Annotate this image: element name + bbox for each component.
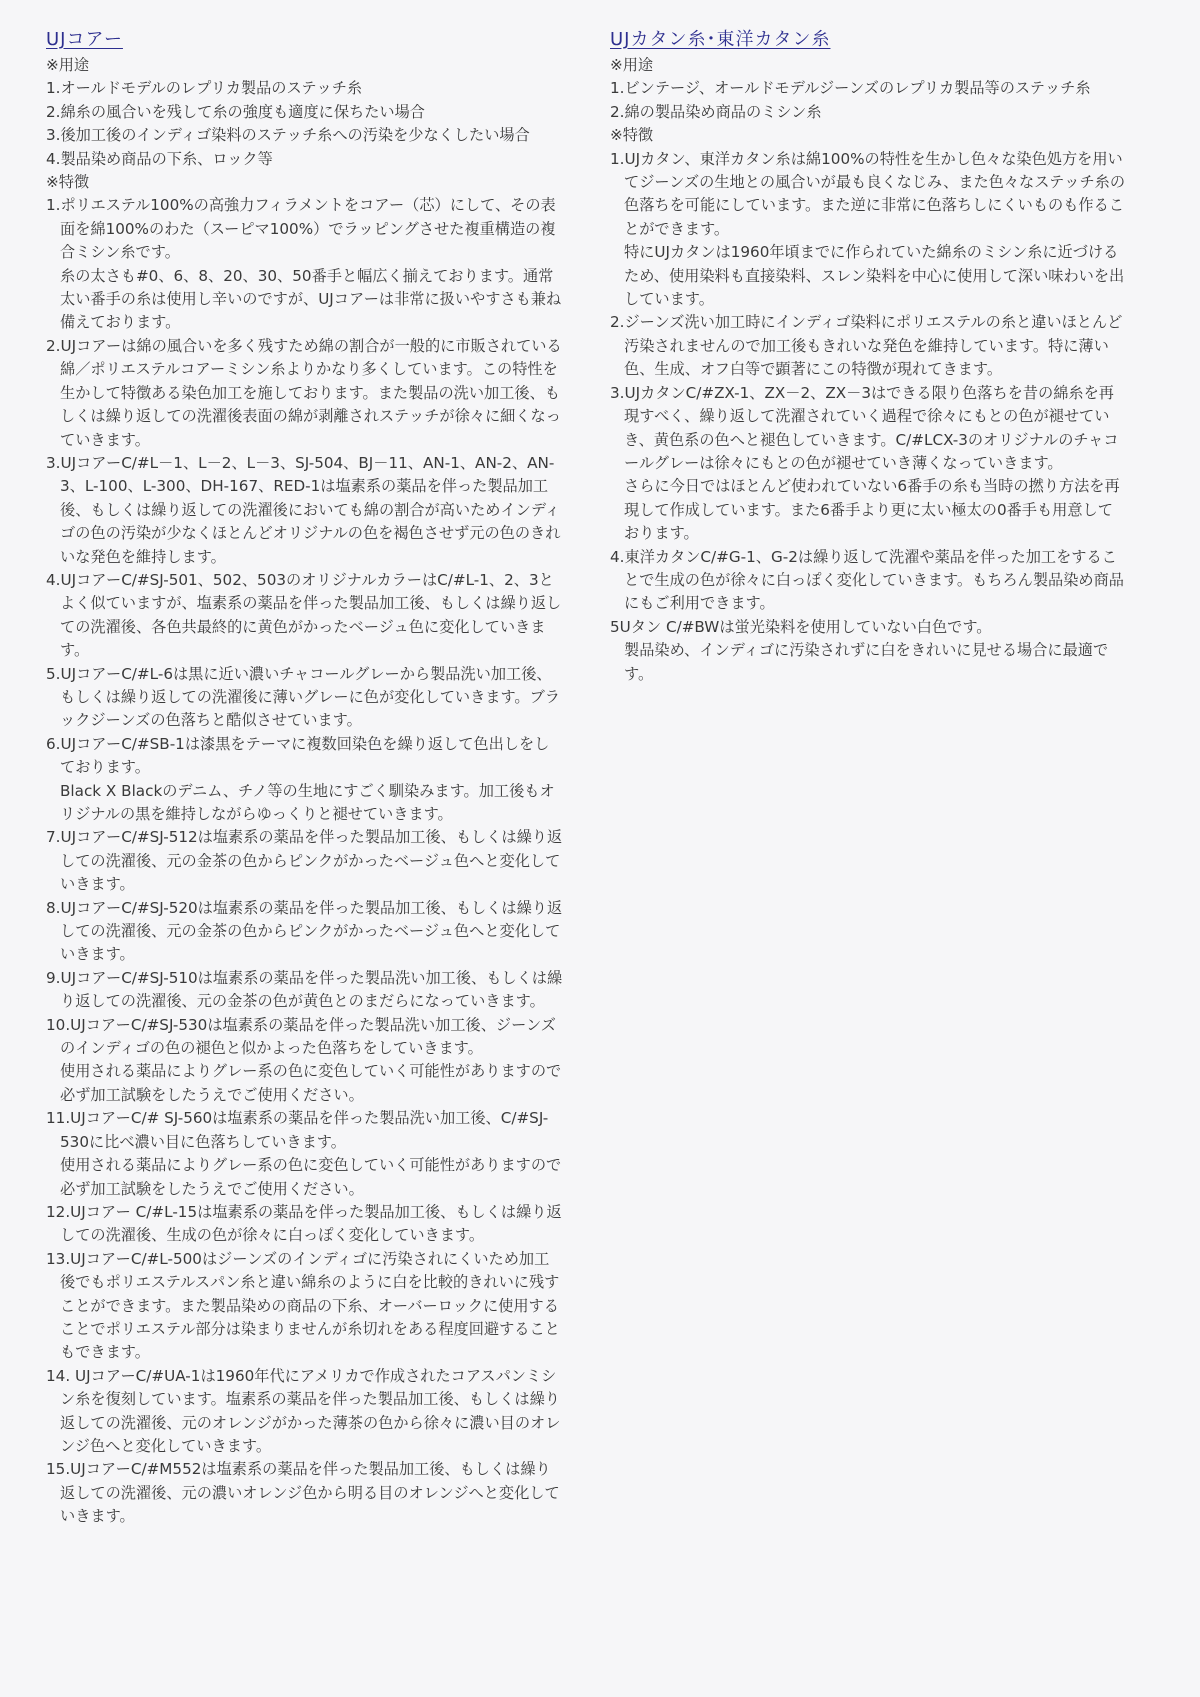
feature-note: さらに今日ではほとんど使われていない6番手の糸も当時の撚り方法を再現して作成しています。また6番手より更に太い極太の0番手も用意しております。 [624,477,1120,543]
feature-item: 4.UJコアーC/#SJ-501、502、503のオリジナルカラーはC/#L-1、2、3とよく似ていますが、塩素系の薬品を伴った製品加工後、もしくは繰り返しての洗濯後、各色共最終的に黄色がかったベージュ色に変化していきます。 [46,570,562,660]
feature-item: 2.UJコアーは綿の風合いを多く残すため綿の割合が一般的に市販されている綿／ポリエステルコアーミシン糸よりかなり多くしています。この特性を生かして特徴ある染色加工を施しております。また製品の洗い加工後、もしくは繰り返しての洗濯後表面の綿が剥離されステッチが徐々に細くなっていきます。 [46,336,562,449]
feature-item: 15.UJコアーC/#M552は塩素系の薬品を伴った製品加工後、もしくは繰り返しての洗濯後、元の濃いオレンジ色から明る目のオレンジへと変化していきます。 [46,1460,560,1526]
feature-note: 使用される薬品によりグレー系の色に変色していく可能性がありますので必ず加工試験をしたうえでご使用ください。 [60,1156,562,1198]
feature-item: 3.UJカタンC/#ZX-1、ZX－2、ZX－3はできる限り色落ちを昔の綿糸を再現すべく、繰り返して洗濯されていく過程で徐々にもとの色が褪せていき、黄色系の色へと褪色していきます。C/#LCX-3のオリジナルのチャコールグレーは徐々にもとの色が褪せていき薄くなっていきます。 [610,383,1119,472]
feature-item: 4.東洋カタンC/#G-1、G-2は繰り返して洗濯や薬品を伴った加工をすることで生成の色が徐々に白っぽく変化していきます。もちろん製品染め商品にもご利用できます。 [610,547,1124,613]
feature-note: Black X Blackのデニム、チノ等の生地にすごく馴染みます。加工後もオリジナルの黒を維持しながらゆっくりと褪せていきます。 [60,781,555,823]
uj-cotton-thread-section [608,28,1128,686]
usage-label: ※用途 [610,56,654,74]
feature-item: 5.UJコアーC/#L-6は黒に近い濃いチャコールグレーから製品洗い加工後、もしくは繰り返しての洗濯後に薄いグレーに色が変化していきます。ブラックジーンズの色落ちと酷似させています。 [46,664,560,730]
feature-item: 2.ジーンズ洗い加工時にインディゴ染料にポリエステルの糸と違いほとんど汚染されませんので加工後もきれいな発色を維持しています。特に薄い色、生成、オフ白等で顕著にこの特徴が現れてきます。 [610,313,1123,379]
feature-note: 糸の太さも#0、6、8、20、30、50番手と幅広く揃えております。通常太い番手の糸は使用し辛いのですが、UJコアーは非常に扱いやすさも兼ね備えております。 [60,266,562,332]
feature-item: 1.UJカタン、東洋カタン糸は綿100%の特性を生かし色々な染色処方を用いてジーンズの生地との風合いが最も良くなじみ、また色々なステッチ糸の色落ちを可能にしています。また逆に非常に色落ちしにくいものも作ることができます。 [610,149,1126,238]
feature-item: 10.UJコアーC/#SJ-530は塩素系の薬品を伴った製品洗い加工後、ジーンズのインディゴの色の褪色と似かよった色落ちをしていきます。 [46,1015,556,1058]
section-title-uj-core: UJコアー [46,29,123,50]
uj-core-section [44,28,564,1529]
usage-item: 3.後加工後のインディゴ染料のステッチ糸への汚染を少なくしたい場合 [46,126,530,145]
usage-item: 4.製品染め商品の下糸、ロック等 [46,149,273,168]
feature-item: 1.ポリエステル100%の高強力フィラメントをコアー（芯）にして、その表面を綿100%のわた（スーピマ100%）でラッピングさせた複重構造の複合ミシン糸です。 [46,196,556,262]
section-title-uj-cotton: UJカタン糸･東洋カタン糸 [610,29,831,50]
feature-item: 11.UJコアーC/# SJ-560は塩素系の薬品を伴った製品洗い加工後、C/#SJ-530に比べ濃い目に色落ちしていきます。 [46,1109,549,1151]
feature-note: 特にUJカタンは1960年頃までに作られていた綿糸のミシン糸に近づけるため、使用染料も直接染料、スレン染料を中心に使用して深い味わいを出しています。 [624,243,1125,309]
feature-item: 3.UJコアーC/#L－1、L－2、L－3、SJ-504、BJ－11、AN-1、AN-2、AN-3、L-100、L-300、DH-167、RED-1は塩素系の薬品を伴った製品加工後、もしくは繰り返しての洗濯後においても綿の割合が高いためインディゴの色の汚染が少なくほとんどオリジナルの色を褐色させず元の色のきれいな発色を維持します。 [46,453,561,566]
usage-item: 2.綿の製品染め商品のミシン糸 [610,102,822,121]
usage-item: 1.ビンテージ、オールドモデルジーンズのレプリカ製品等のステッチ糸 [610,79,1091,98]
feature-item: 8.UJコアーC/#SJ-520は塩素系の薬品を伴った製品加工後、もしくは繰り返しての洗濯後、元の金茶の色からピンクがかったベージュ色へと変化していきます。 [46,898,563,964]
features-label: ※特徴 [46,173,90,192]
usage-label: ※用途 [46,56,90,74]
feature-note: 使用される薬品によりグレー系の色に変色していく可能性がありますので必ず加工試験をしたうえでご使用ください。 [60,1062,562,1104]
features-label: ※特徴 [610,126,654,145]
feature-item: 14. UJコアーC/#UA-1は1960年代にアメリカで作成されたコアスパンミシン糸を復刻しています。塩素系の薬品を伴った製品加工後、もしくは繰り返しての洗濯後、元のオレンジがかった薄茶の色から徐々に濃い目のオレンジ色へと変化していきます。 [46,1366,561,1455]
feature-item: 12.UJコアー C/#L-15は塩素系の薬品を伴った製品加工後、もしくは繰り返しての洗濯後、生成の色が徐々に白っぽく変化していきます。 [46,1202,562,1245]
feature-item: 13.UJコアーC/#L-500はジーンズのインディゴに汚染されにくいため加工後でもポリエステルスパン糸と違い綿糸のように白を比較的きれいに残すことができます。また製品染めの商品の下糸、オーバーロックに使用することでポリエステル部分は染まりませんが糸切れをある程度回避することもできます。 [46,1249,560,1362]
feature-item: 6.UJコアーC/#SB-1は漆黒をテーマに複数回染色を繰り返して色出しをしております。 [46,734,550,777]
feature-item: 7.UJコアーC/#SJ-512は塩素系の薬品を伴った製品加工後、もしくは繰り返しての洗濯後、元の金茶の色からピンクがかったベージュ色へと変化していきます。 [46,828,563,894]
usage-item: 2.綿糸の風合いを残して糸の強度も適度に保ちたい場合 [46,102,425,121]
feature-item: 5Uタン C/#BWは蛍光染料を使用していない白色です。 [610,617,992,636]
feature-note: 製品染め、インディゴに汚染されずに白をきれいに見せる場合に最適です。 [624,641,1109,683]
usage-item: 1.オールドモデルのレプリカ製品のステッチ糸 [46,79,363,98]
feature-item: 9.UJコアーC/#SJ-510は塩素系の薬品を伴った製品洗い加工後、もしくは繰り返しての洗濯後、元の金茶の色が黄色とのまだらになっていきます。 [46,968,563,1011]
